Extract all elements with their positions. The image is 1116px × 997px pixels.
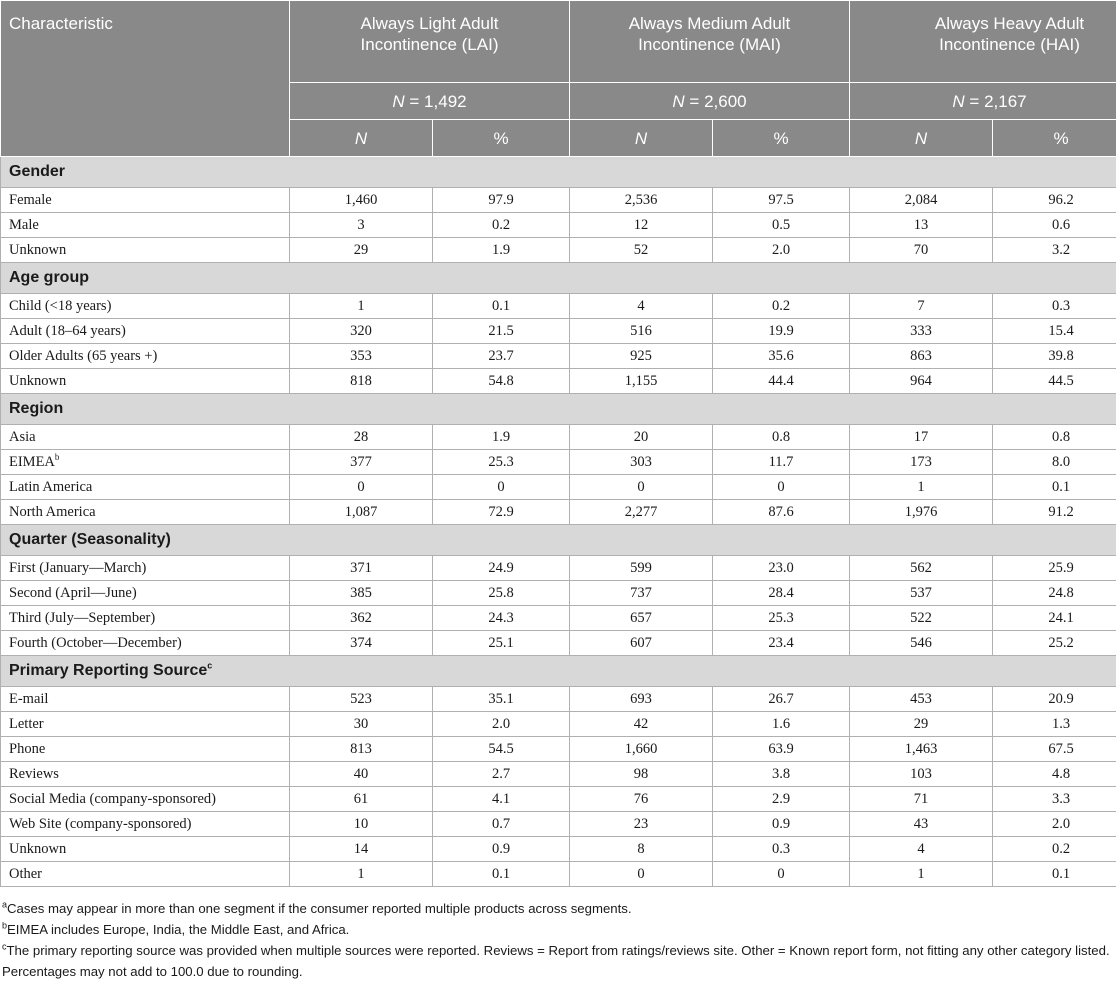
table-row bbox=[1, 319, 1116, 344]
table-row bbox=[1, 556, 1116, 581]
percent-cell: 2.9 bbox=[713, 787, 850, 812]
table-row bbox=[1, 369, 1116, 394]
count-cell: 61 bbox=[290, 787, 433, 812]
footnote bbox=[0, 898, 1116, 919]
table-row bbox=[1, 837, 1116, 862]
row-label-text: North America bbox=[9, 503, 96, 520]
row-label bbox=[1, 762, 290, 787]
count-cell: 453 bbox=[850, 687, 993, 712]
percent-cell: 23.0 bbox=[713, 556, 850, 581]
percent-cell: 25.2 bbox=[993, 631, 1116, 656]
count-cell: 98 bbox=[570, 762, 713, 787]
count-cell: 599 bbox=[570, 556, 713, 581]
count-cell: 29 bbox=[290, 238, 433, 263]
count-cell: 70 bbox=[850, 238, 993, 263]
percent-cell: 15.4 bbox=[993, 319, 1116, 344]
row-label bbox=[1, 294, 290, 319]
percent-cell: 54.5 bbox=[433, 737, 570, 762]
percent-cell: 25.8 bbox=[433, 581, 570, 606]
section-header-row bbox=[1, 525, 1116, 556]
section-title bbox=[1, 263, 1116, 294]
percent-cell: 0 bbox=[433, 475, 570, 500]
table-row bbox=[1, 631, 1116, 656]
percent-cell: 0.1 bbox=[993, 475, 1116, 500]
count-cell: 42 bbox=[570, 712, 713, 737]
footnote-marker: b bbox=[2, 920, 8, 931]
footnote-text: The primary reporting source was provided when multiple sources were reported. Reviews = Report from ratings/reviews site. Other = Known report form, not fitting any other category listed. bbox=[6, 943, 1110, 958]
row-label-text: Letter bbox=[9, 715, 44, 732]
count-cell: 737 bbox=[570, 581, 713, 606]
table-body bbox=[1, 157, 1116, 887]
row-label bbox=[1, 425, 290, 450]
count-cell: 43 bbox=[850, 812, 993, 837]
footnote bbox=[0, 919, 1116, 940]
row-label bbox=[1, 837, 290, 862]
percent-cell: 0.2 bbox=[433, 213, 570, 238]
col-pct-header: % bbox=[713, 120, 850, 157]
percent-cell: 0.6 bbox=[993, 213, 1116, 238]
count-cell: 4 bbox=[850, 837, 993, 862]
count-cell: 173 bbox=[850, 450, 993, 475]
row-label-text: EIMEA bbox=[9, 453, 55, 470]
count-cell: 537 bbox=[850, 581, 993, 606]
percent-cell: 2.0 bbox=[713, 238, 850, 263]
footnote bbox=[0, 940, 1116, 961]
row-label bbox=[1, 369, 290, 394]
percent-cell: 96.2 bbox=[993, 188, 1116, 213]
count-cell: 863 bbox=[850, 344, 993, 369]
percent-cell: 24.3 bbox=[433, 606, 570, 631]
count-cell: 23 bbox=[570, 812, 713, 837]
section-title-text: Age group bbox=[9, 269, 89, 286]
row-label-text: Female bbox=[9, 191, 52, 208]
count-cell: 2,536 bbox=[570, 188, 713, 213]
percent-cell: 24.1 bbox=[993, 606, 1116, 631]
percent-cell: 54.8 bbox=[433, 369, 570, 394]
percent-cell: 24.8 bbox=[993, 581, 1116, 606]
row-label bbox=[1, 319, 290, 344]
table-row bbox=[1, 344, 1116, 369]
percent-cell: 0.2 bbox=[993, 837, 1116, 862]
percent-cell: 3.8 bbox=[713, 762, 850, 787]
footnote bbox=[0, 961, 1116, 982]
section-title-text: Region bbox=[9, 400, 64, 417]
table-row bbox=[1, 762, 1116, 787]
percent-cell: 0.1 bbox=[993, 862, 1116, 887]
percent-cell: 8.0 bbox=[993, 450, 1116, 475]
row-label-text: Phone bbox=[9, 740, 46, 757]
section-header-row bbox=[1, 656, 1116, 687]
table-row bbox=[1, 425, 1116, 450]
count-cell: 516 bbox=[570, 319, 713, 344]
row-label-text: Unknown bbox=[9, 241, 67, 258]
percent-cell: 11.7 bbox=[713, 450, 850, 475]
group-n-hai: N = 2,167 bbox=[850, 83, 1116, 120]
footnote-text: Cases may appear in more than one segment if the consumer reported multiple products across segments. bbox=[7, 901, 632, 916]
row-label-text: Third (July—September) bbox=[9, 609, 156, 626]
table-row bbox=[1, 475, 1116, 500]
table-header bbox=[1, 1, 1116, 157]
table-row bbox=[1, 213, 1116, 238]
percent-cell: 21.5 bbox=[433, 319, 570, 344]
group-n-lai: N = 1,492 bbox=[290, 83, 570, 120]
count-cell: 303 bbox=[570, 450, 713, 475]
group-header-hai: Always Heavy Adult Incontinence (HAI) bbox=[850, 1, 1116, 83]
group-n-mai: N = 2,600 bbox=[570, 83, 850, 120]
count-cell: 1 bbox=[850, 862, 993, 887]
count-cell: 1,087 bbox=[290, 500, 433, 525]
percent-cell: 23.4 bbox=[713, 631, 850, 656]
percent-cell: 4.1 bbox=[433, 787, 570, 812]
row-label bbox=[1, 687, 290, 712]
row-label-text: Unknown bbox=[9, 372, 67, 389]
percent-cell: 1.6 bbox=[713, 712, 850, 737]
count-cell: 385 bbox=[290, 581, 433, 606]
row-label-text: Adult (18–64 years) bbox=[9, 322, 126, 339]
row-label-text: Child (<18 years) bbox=[9, 297, 112, 314]
row-label bbox=[1, 787, 290, 812]
count-cell: 546 bbox=[850, 631, 993, 656]
row-label-text: Reviews bbox=[9, 765, 59, 782]
section-header-row bbox=[1, 394, 1116, 425]
row-label bbox=[1, 556, 290, 581]
percent-cell: 25.3 bbox=[713, 606, 850, 631]
count-cell: 28 bbox=[290, 425, 433, 450]
row-label-text: E-mail bbox=[9, 690, 49, 707]
count-cell: 0 bbox=[570, 862, 713, 887]
percent-cell: 2.7 bbox=[433, 762, 570, 787]
percent-cell: 35.6 bbox=[713, 344, 850, 369]
row-label-text: Second (April—June) bbox=[9, 584, 137, 601]
table-row bbox=[1, 500, 1116, 525]
footnote-marker: a bbox=[2, 899, 8, 910]
row-label bbox=[1, 344, 290, 369]
footnote-marker: c bbox=[2, 941, 7, 952]
percent-cell: 19.9 bbox=[713, 319, 850, 344]
percent-cell: 2.0 bbox=[433, 712, 570, 737]
count-cell: 0 bbox=[290, 475, 433, 500]
count-cell: 1,463 bbox=[850, 737, 993, 762]
section-header-row bbox=[1, 157, 1116, 188]
percent-cell: 3.2 bbox=[993, 238, 1116, 263]
row-label-text: First (January—March) bbox=[9, 559, 147, 576]
section-header-row bbox=[1, 263, 1116, 294]
col-n-header: N bbox=[570, 120, 713, 157]
row-label-text: Older Adults (65 years +) bbox=[9, 347, 158, 364]
percent-cell: 63.9 bbox=[713, 737, 850, 762]
row-label-text: Asia bbox=[9, 428, 36, 445]
count-cell: 925 bbox=[570, 344, 713, 369]
count-cell: 562 bbox=[850, 556, 993, 581]
count-cell: 71 bbox=[850, 787, 993, 812]
count-cell: 964 bbox=[850, 369, 993, 394]
percent-cell: 0.8 bbox=[993, 425, 1116, 450]
table-row bbox=[1, 787, 1116, 812]
count-cell: 8 bbox=[570, 837, 713, 862]
percent-cell: 87.6 bbox=[713, 500, 850, 525]
count-cell: 333 bbox=[850, 319, 993, 344]
count-cell: 10 bbox=[290, 812, 433, 837]
count-cell: 40 bbox=[290, 762, 433, 787]
count-cell: 76 bbox=[570, 787, 713, 812]
percent-cell: 1.3 bbox=[993, 712, 1116, 737]
table-row bbox=[1, 450, 1116, 475]
row-label-text: Male bbox=[9, 216, 39, 233]
percent-cell: 91.2 bbox=[993, 500, 1116, 525]
percent-cell: 0.3 bbox=[713, 837, 850, 862]
percent-cell: 0.9 bbox=[713, 812, 850, 837]
table-row bbox=[1, 737, 1116, 762]
col-pct-header: % bbox=[433, 120, 570, 157]
row-label bbox=[1, 606, 290, 631]
percent-cell: 24.9 bbox=[433, 556, 570, 581]
percent-cell: 44.5 bbox=[993, 369, 1116, 394]
section-title-text: Quarter (Seasonality) bbox=[9, 531, 171, 548]
percent-cell: 67.5 bbox=[993, 737, 1116, 762]
percent-cell: 97.9 bbox=[433, 188, 570, 213]
percent-cell: 1.9 bbox=[433, 238, 570, 263]
count-cell: 0 bbox=[570, 475, 713, 500]
count-cell: 17 bbox=[850, 425, 993, 450]
percent-cell: 44.4 bbox=[713, 369, 850, 394]
row-label bbox=[1, 737, 290, 762]
count-cell: 657 bbox=[570, 606, 713, 631]
row-label bbox=[1, 581, 290, 606]
row-label bbox=[1, 238, 290, 263]
percent-cell: 25.9 bbox=[993, 556, 1116, 581]
percent-cell: 3.3 bbox=[993, 787, 1116, 812]
row-label bbox=[1, 500, 290, 525]
count-cell: 103 bbox=[850, 762, 993, 787]
table-row bbox=[1, 294, 1116, 319]
percent-cell: 0.1 bbox=[433, 862, 570, 887]
count-cell: 52 bbox=[570, 238, 713, 263]
table-row bbox=[1, 238, 1116, 263]
count-cell: 12 bbox=[570, 213, 713, 238]
count-cell: 1,460 bbox=[290, 188, 433, 213]
count-cell: 4 bbox=[570, 294, 713, 319]
section-title-text: Gender bbox=[9, 163, 66, 180]
count-cell: 813 bbox=[290, 737, 433, 762]
table-row bbox=[1, 862, 1116, 887]
count-cell: 522 bbox=[850, 606, 993, 631]
count-cell: 30 bbox=[290, 712, 433, 737]
count-cell: 523 bbox=[290, 687, 433, 712]
row-label bbox=[1, 712, 290, 737]
percent-cell: 2.0 bbox=[993, 812, 1116, 837]
percent-cell: 1.9 bbox=[433, 425, 570, 450]
percent-cell: 23.7 bbox=[433, 344, 570, 369]
row-label bbox=[1, 213, 290, 238]
footnote-text: EIMEA includes Europe, India, the Middle East, and Africa. bbox=[7, 922, 350, 937]
count-cell: 14 bbox=[290, 837, 433, 862]
percent-cell: 0.7 bbox=[433, 812, 570, 837]
percent-cell: 0.9 bbox=[433, 837, 570, 862]
count-cell: 3 bbox=[290, 213, 433, 238]
count-cell: 13 bbox=[850, 213, 993, 238]
section-title bbox=[1, 656, 1116, 687]
count-cell: 818 bbox=[290, 369, 433, 394]
percent-cell: 0 bbox=[713, 475, 850, 500]
section-title bbox=[1, 157, 1116, 188]
row-label bbox=[1, 862, 290, 887]
table-row bbox=[1, 687, 1116, 712]
col-n-header: N bbox=[850, 120, 993, 157]
footnote-text: Percentages may not add to 100.0 due to rounding. bbox=[2, 964, 303, 979]
count-cell: 1 bbox=[850, 475, 993, 500]
percent-cell: 26.7 bbox=[713, 687, 850, 712]
row-label-text: Unknown bbox=[9, 840, 67, 857]
section-title-text: Primary Reporting Source bbox=[9, 662, 208, 679]
table-row bbox=[1, 581, 1116, 606]
section-title bbox=[1, 525, 1116, 556]
count-cell: 371 bbox=[290, 556, 433, 581]
group-header-mai: Always Medium Adult Incontinence (MAI) bbox=[570, 1, 850, 83]
percent-cell: 20.9 bbox=[993, 687, 1116, 712]
count-cell: 20 bbox=[570, 425, 713, 450]
footnote-marker: b bbox=[54, 451, 60, 462]
percent-cell: 35.1 bbox=[433, 687, 570, 712]
row-label-text: Latin America bbox=[9, 478, 93, 495]
percent-cell: 28.4 bbox=[713, 581, 850, 606]
row-label-text: Fourth (October—December) bbox=[9, 634, 182, 651]
col-pct-header: % bbox=[993, 120, 1116, 157]
group-header-lai: Always Light Adult Incontinence (LAI) bbox=[290, 1, 570, 83]
count-cell: 1,976 bbox=[850, 500, 993, 525]
count-cell: 607 bbox=[570, 631, 713, 656]
percent-cell: 72.9 bbox=[433, 500, 570, 525]
section-title bbox=[1, 394, 1116, 425]
footnote-marker: c bbox=[207, 660, 213, 671]
table-row bbox=[1, 606, 1116, 631]
row-label-text: Web Site (company-sponsored) bbox=[9, 815, 192, 832]
count-cell: 693 bbox=[570, 687, 713, 712]
row-label-text: Social Media (company-sponsored) bbox=[9, 790, 216, 807]
count-cell: 320 bbox=[290, 319, 433, 344]
percent-cell: 4.8 bbox=[993, 762, 1116, 787]
percent-cell: 0 bbox=[713, 862, 850, 887]
count-cell: 1,660 bbox=[570, 737, 713, 762]
count-cell: 377 bbox=[290, 450, 433, 475]
count-cell: 2,277 bbox=[570, 500, 713, 525]
footnotes bbox=[0, 898, 1116, 982]
table-row bbox=[1, 812, 1116, 837]
row-label bbox=[1, 812, 290, 837]
row-label-text: Other bbox=[9, 865, 43, 882]
count-cell: 1 bbox=[290, 862, 433, 887]
percent-cell: 0.5 bbox=[713, 213, 850, 238]
count-cell: 29 bbox=[850, 712, 993, 737]
row-label bbox=[1, 475, 290, 500]
percent-cell: 97.5 bbox=[713, 188, 850, 213]
row-label bbox=[1, 450, 290, 475]
percent-cell: 0.3 bbox=[993, 294, 1116, 319]
table-row bbox=[1, 188, 1116, 213]
percent-cell: 0.2 bbox=[713, 294, 850, 319]
count-cell: 374 bbox=[290, 631, 433, 656]
count-cell: 1,155 bbox=[570, 369, 713, 394]
count-cell: 353 bbox=[290, 344, 433, 369]
percent-cell: 25.3 bbox=[433, 450, 570, 475]
characteristic-header: Characteristic bbox=[1, 1, 290, 157]
row-label bbox=[1, 188, 290, 213]
col-n-header: N bbox=[290, 120, 433, 157]
percent-cell: 0.1 bbox=[433, 294, 570, 319]
row-label bbox=[1, 631, 290, 656]
count-cell: 7 bbox=[850, 294, 993, 319]
count-cell: 2,084 bbox=[850, 188, 993, 213]
percent-cell: 39.8 bbox=[993, 344, 1116, 369]
table-row bbox=[1, 712, 1116, 737]
percent-cell: 0.8 bbox=[713, 425, 850, 450]
percent-cell: 25.1 bbox=[433, 631, 570, 656]
count-cell: 362 bbox=[290, 606, 433, 631]
count-cell: 1 bbox=[290, 294, 433, 319]
